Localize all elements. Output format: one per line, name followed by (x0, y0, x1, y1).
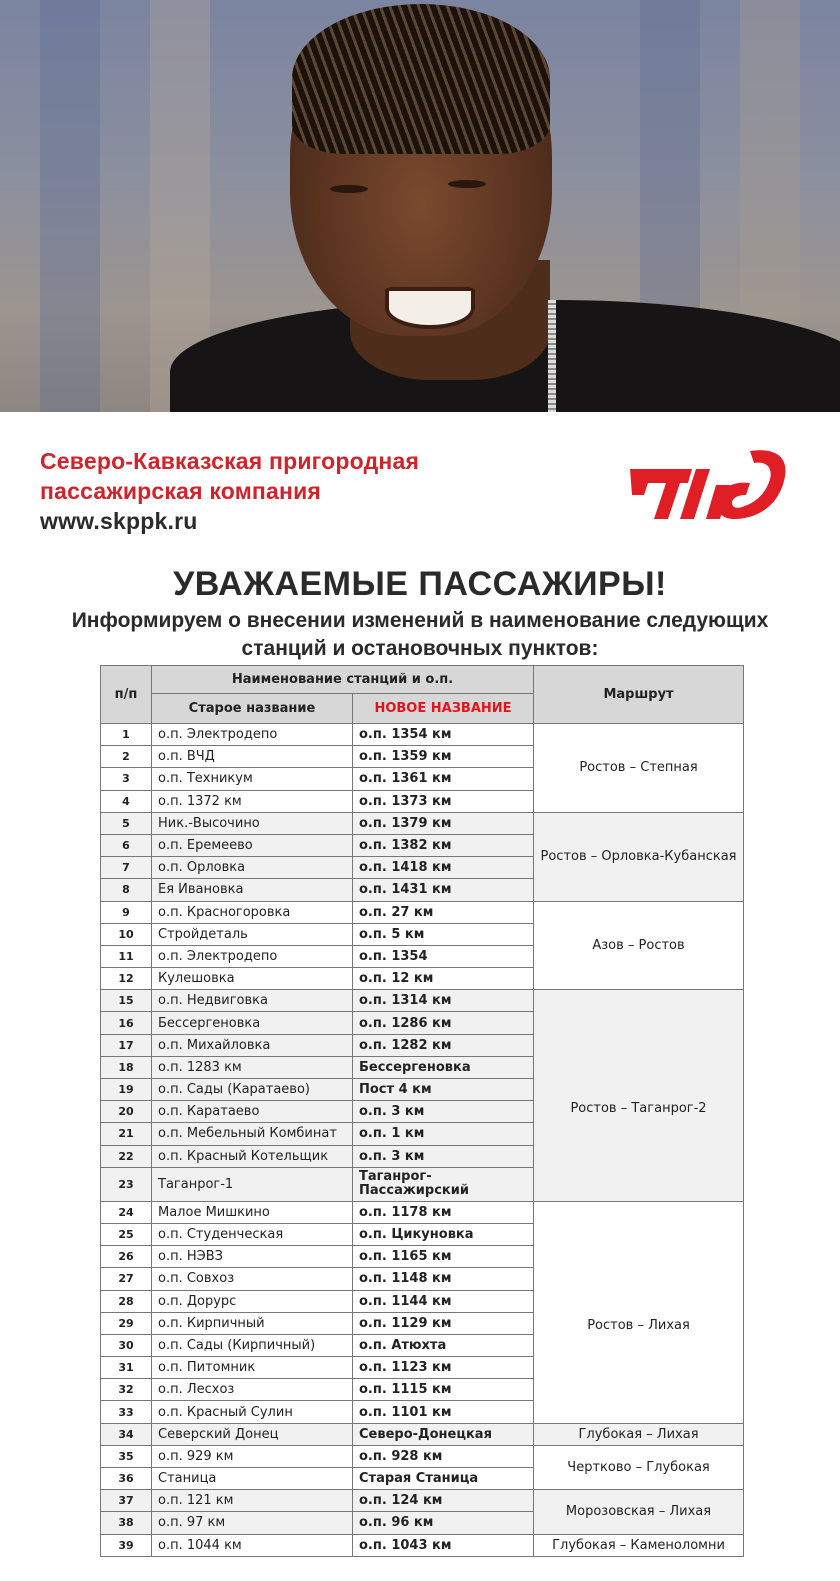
company-block (40, 446, 419, 536)
table-row: 32 о.п. Лесхоз о.п. 1115 км (101, 1379, 744, 1401)
table-row: 25 о.п. Студенческая о.п. Цикуновка (101, 1223, 744, 1245)
table-row: 35 о.п. 929 км о.п. 928 км Чертково – Глубокая (101, 1445, 744, 1467)
table-row: 34 Северский Донец Северо-Донецкая Глубокая – Лихая (101, 1423, 744, 1445)
header-route: Маршрут (534, 666, 744, 724)
header-names-group: Наименование станций и о.п. (152, 666, 534, 694)
table-row: 11 о.п. Электродепо о.п. 1354 (101, 945, 744, 967)
table-row: 6 о.п. Еремеево о.п. 1382 км (101, 834, 744, 856)
announcement-title: УВАЖАЕМЫЕ ПАССАЖИРЫ! (173, 565, 667, 603)
table-row: 30 о.п. Сады (Кирпичный) о.п. Атюхта (101, 1334, 744, 1356)
announcement-subtitle: Информируем о внесении изменений в наименование следующих станций и остановочных пунктов: (71, 609, 769, 660)
route-cell: Глубокая – Каменоломни (534, 1534, 744, 1556)
table-row: 23 Таганрог-1 Таганрог-Пассажирский (101, 1167, 744, 1201)
table-row: 39 о.п. 1044 км о.п. 1043 км Глубокая – Каменоломни (101, 1534, 744, 1556)
rzd-logo-icon (630, 445, 790, 520)
route-cell: Ростов – Степная (534, 724, 744, 813)
route-cell: Глубокая – Лихая (534, 1423, 744, 1445)
company-name-line2: пассажирская компания (40, 478, 322, 504)
route-cell: Ростов – Орловка-Кубанская (534, 812, 744, 901)
table-row: 10 Стройдеталь о.п. 5 км (101, 923, 744, 945)
table-row: 20 о.п. Каратаево о.п. 3 км (101, 1101, 744, 1123)
table-row: 37 о.п. 121 км о.п. 124 км Морозовская – Лихая (101, 1490, 744, 1512)
website-link[interactable]: www.skppk.ru (40, 508, 198, 534)
table-row: 28 о.п. Дорурс о.п. 1144 км (101, 1290, 744, 1312)
table-row: 36 Станица Старая Станица (101, 1468, 744, 1490)
station-renames-table (100, 665, 744, 1557)
header-old-name: Старое название (152, 694, 353, 724)
table-row: 2 о.п. ВЧД о.п. 1359 км (101, 746, 744, 768)
table-row: 1 о.п. Электродепо о.п. 1354 км Ростов – Степная (101, 724, 744, 746)
route-cell: Морозовская – Лихая (534, 1490, 744, 1534)
route-cell: Азов – Ростов (534, 901, 744, 990)
header-num: п/п (101, 666, 152, 724)
route-cell: Чертково – Глубокая (534, 1445, 744, 1489)
table-row: 26 о.п. НЭВЗ о.п. 1165 км (101, 1246, 744, 1268)
table-row: 22 о.п. Красный Котельщик о.п. 3 км (101, 1145, 744, 1167)
table-row: 29 о.п. Кирпичный о.п. 1129 км (101, 1312, 744, 1334)
table-row: 33 о.п. Красный Сулин о.п. 1101 км (101, 1401, 744, 1423)
table-row: 19 о.п. Сады (Каратаево) Пост 4 км (101, 1079, 744, 1101)
header-new-name: НОВОЕ НАЗВАНИЕ (353, 694, 534, 724)
meme-photo (0, 0, 840, 412)
table-row: 31 о.п. Питомник о.п. 1123 км (101, 1357, 744, 1379)
table-row: 12 Кулешовка о.п. 12 км (101, 968, 744, 990)
table-row: 15 о.п. Недвиговка о.п. 1314 км Ростов – Таганрог-2 (101, 990, 744, 1012)
route-cell: Ростов – Таганрог-2 (534, 990, 744, 1202)
table-row: 17 о.п. Михайловка о.п. 1282 км (101, 1034, 744, 1056)
table-row: 8 Ея Ивановка о.п. 1431 км (101, 879, 744, 901)
table-row: 4 о.п. 1372 км о.п. 1373 км (101, 790, 744, 812)
table-row: 9 о.п. Красногоровка о.п. 27 км Азов – Ростов (101, 901, 744, 923)
route-cell: Ростов – Лихая (534, 1201, 744, 1423)
company-name-line1: Северо-Кавказская пригородная (40, 448, 420, 474)
table-row: 18 о.п. 1283 км Бессергеновка (101, 1056, 744, 1078)
table-row: 38 о.п. 97 км о.п. 96 км (101, 1512, 744, 1534)
table-row: 24 Малое Мишкино о.п. 1178 км Ростов – Лихая (101, 1201, 744, 1223)
table-row: 27 о.п. Совхоз о.п. 1148 км (101, 1268, 744, 1290)
table-row: 16 Бессергеновка о.п. 1286 км (101, 1012, 744, 1034)
table-row: 5 Ник.-Высочино о.п. 1379 км Ростов – Орловка-Кубанская (101, 812, 744, 834)
table-row: 3 о.п. Техникум о.п. 1361 км (101, 768, 744, 790)
table-row: 21 о.п. Мебельный Комбинат о.п. 1 км (101, 1123, 744, 1145)
table-row: 7 о.п. Орловка о.п. 1418 км (101, 857, 744, 879)
